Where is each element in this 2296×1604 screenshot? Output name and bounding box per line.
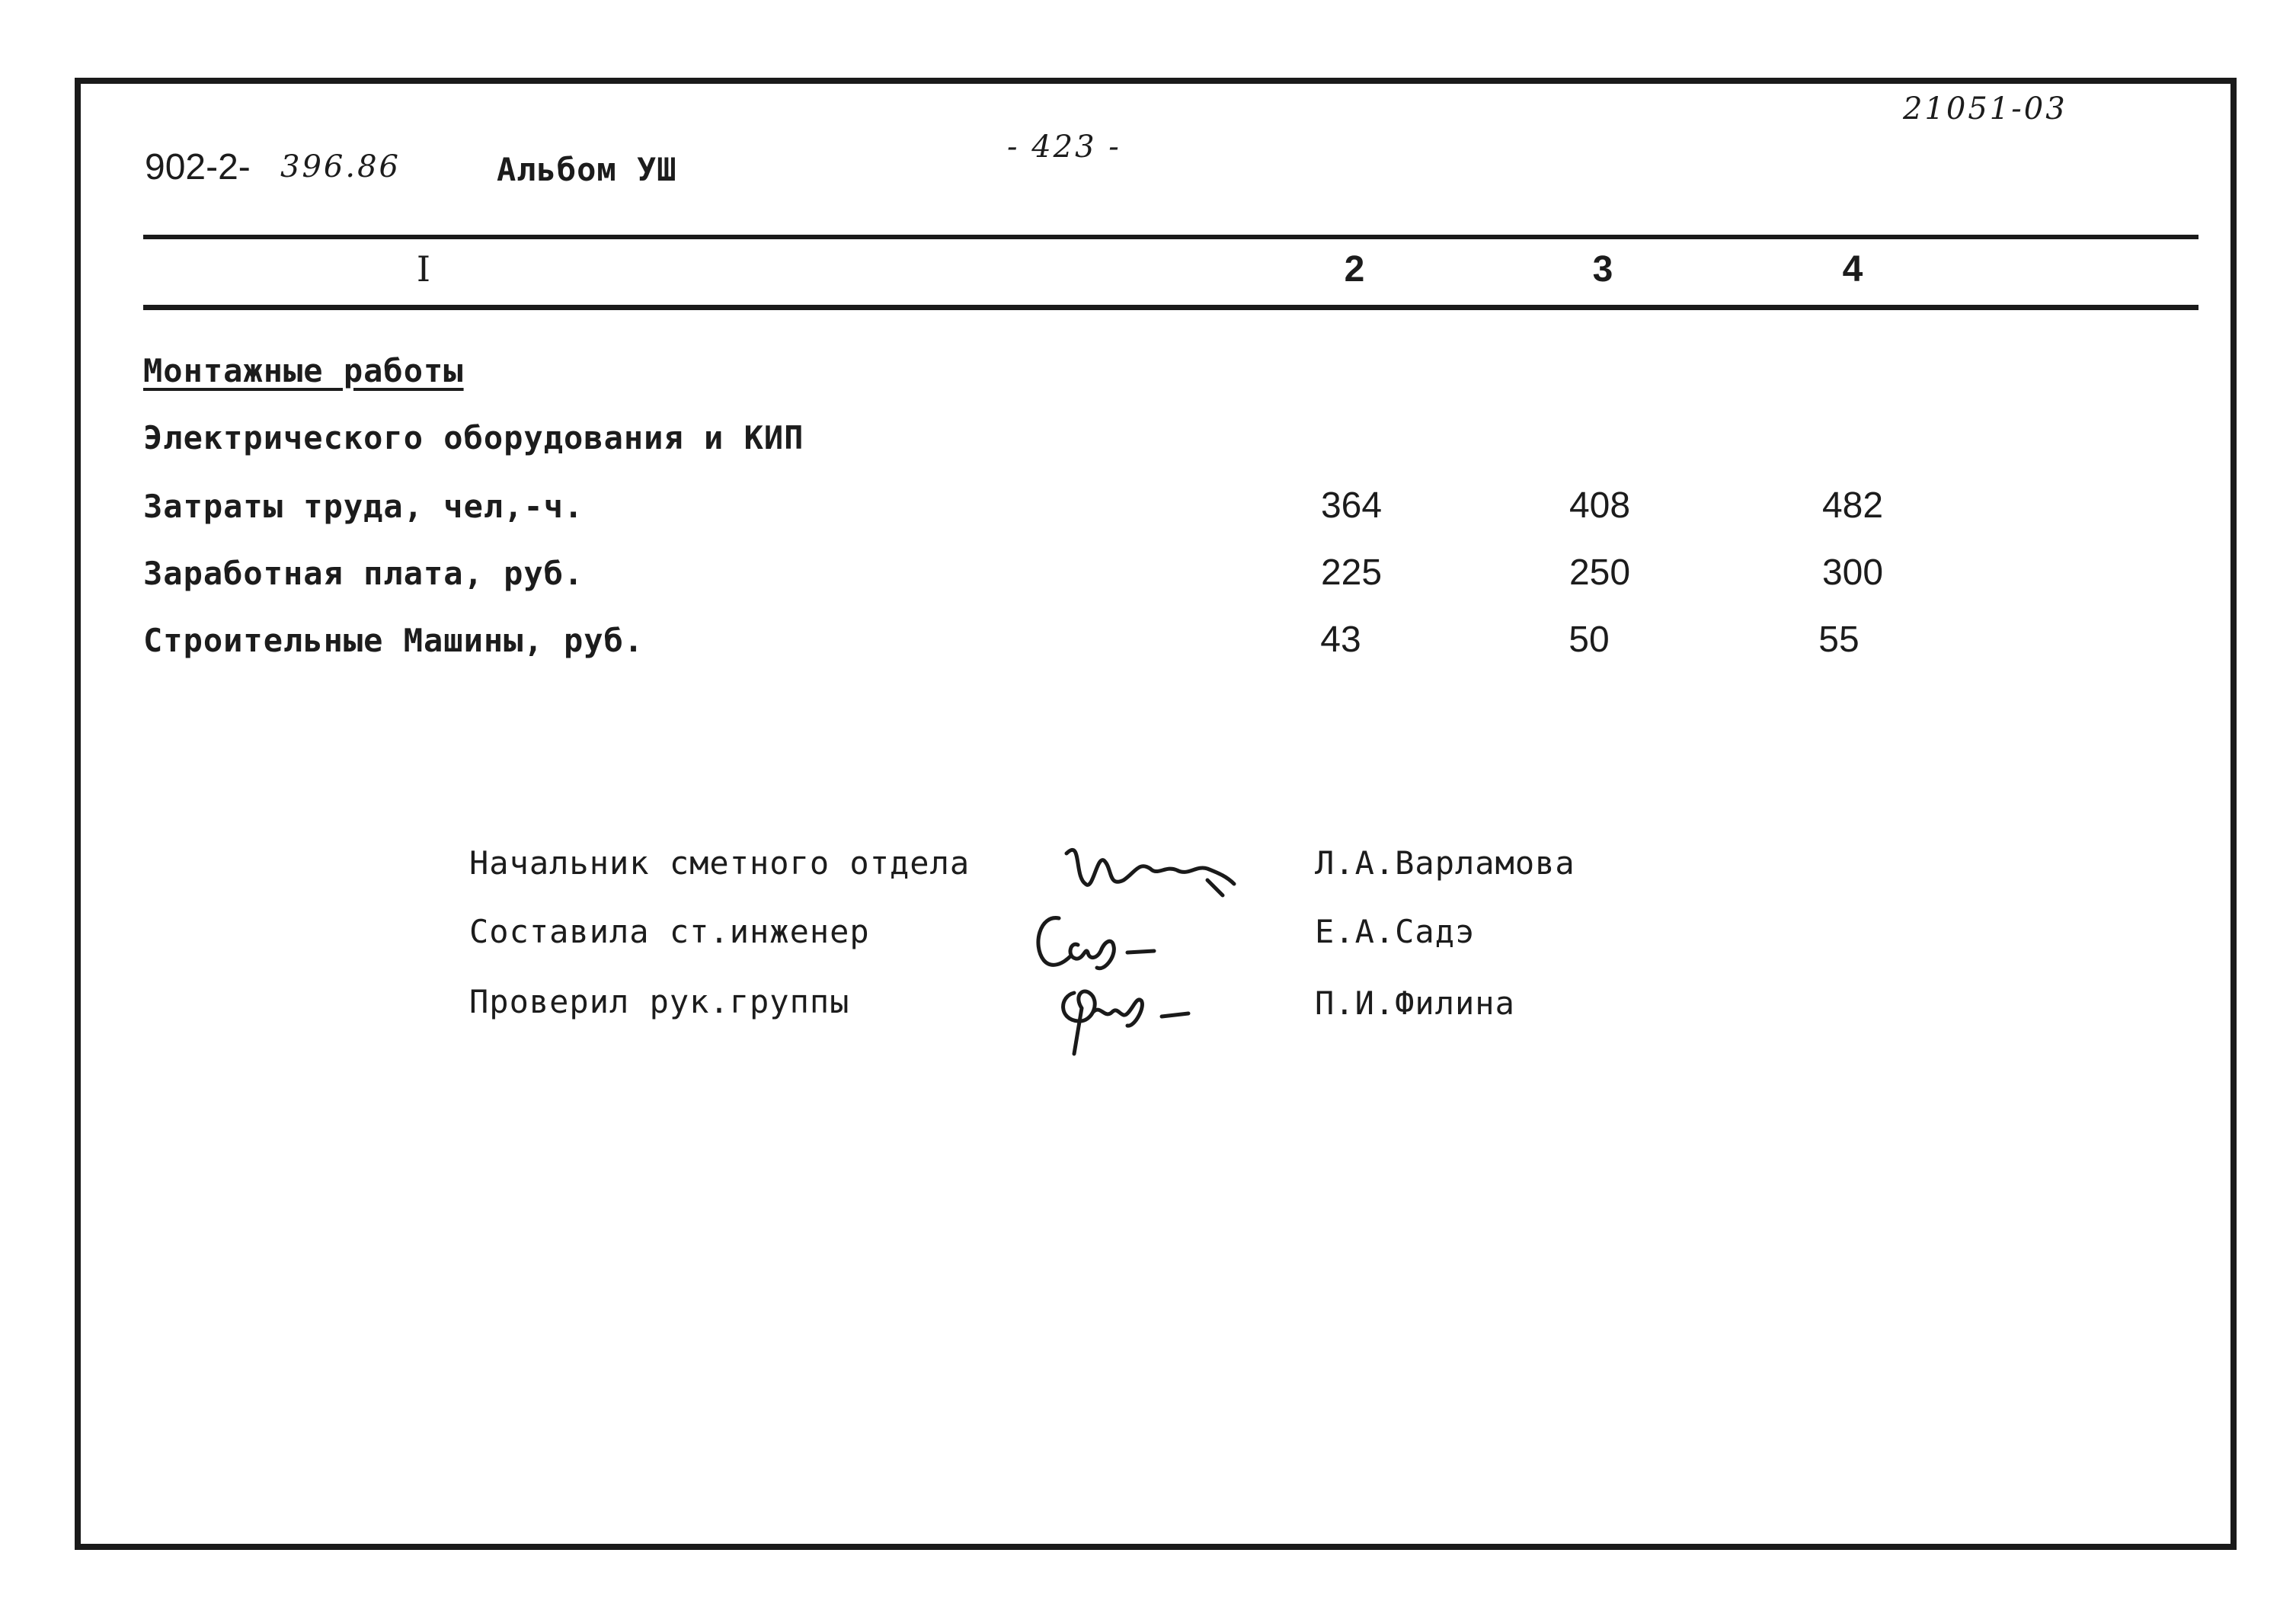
row-label: Затраты труда, чел,-ч. [143,488,584,525]
header-rule-top [143,235,2198,239]
column-header-3: 3 [1592,249,1613,290]
row-value: 482 [1821,485,1884,526]
row-value: 300 [1821,552,1884,593]
row-label: Заработная плата, руб. [143,555,584,592]
row-value: 55 [1818,620,1860,660]
signature-role: Составила ст.инженер [469,913,870,950]
sheet-code: 21051-03 [1903,91,2067,126]
row-value: 250 [1569,552,1631,593]
column-header-1: I [416,248,431,290]
doc-code-handwritten: 396.86 [280,149,401,184]
signature-name: Е.А.Садэ [1315,913,1476,950]
section-title: Монтажные работы [143,352,464,389]
signature-role: Проверил рук.группы [469,983,850,1020]
page-number: - 423 - [1007,130,1121,165]
section-subtitle: Электрического оборудования и КИП [143,419,804,456]
row-label: Строительные Машины, руб. [143,622,644,659]
signature-name: Л.А.Варламова [1315,844,1575,882]
row-value: 50 [1569,620,1610,660]
handwritten-signature [1051,823,1249,907]
column-header-4: 4 [1842,249,1863,290]
document-frame [75,78,2237,1550]
header-rule-bottom [143,305,2198,310]
signature-name: П.И.Филина [1315,984,1515,1022]
column-header-2: 2 [1344,249,1365,290]
row-value: 43 [1320,620,1361,660]
signature-role: Начальник сметного отдела [469,844,971,882]
row-value: 408 [1569,485,1631,526]
album-label: Альбом УШ [497,151,677,188]
row-value: 225 [1320,552,1383,593]
row-value: 364 [1320,485,1383,526]
handwritten-signature [1051,966,1226,1065]
doc-code-printed: 902-2- [145,147,251,187]
